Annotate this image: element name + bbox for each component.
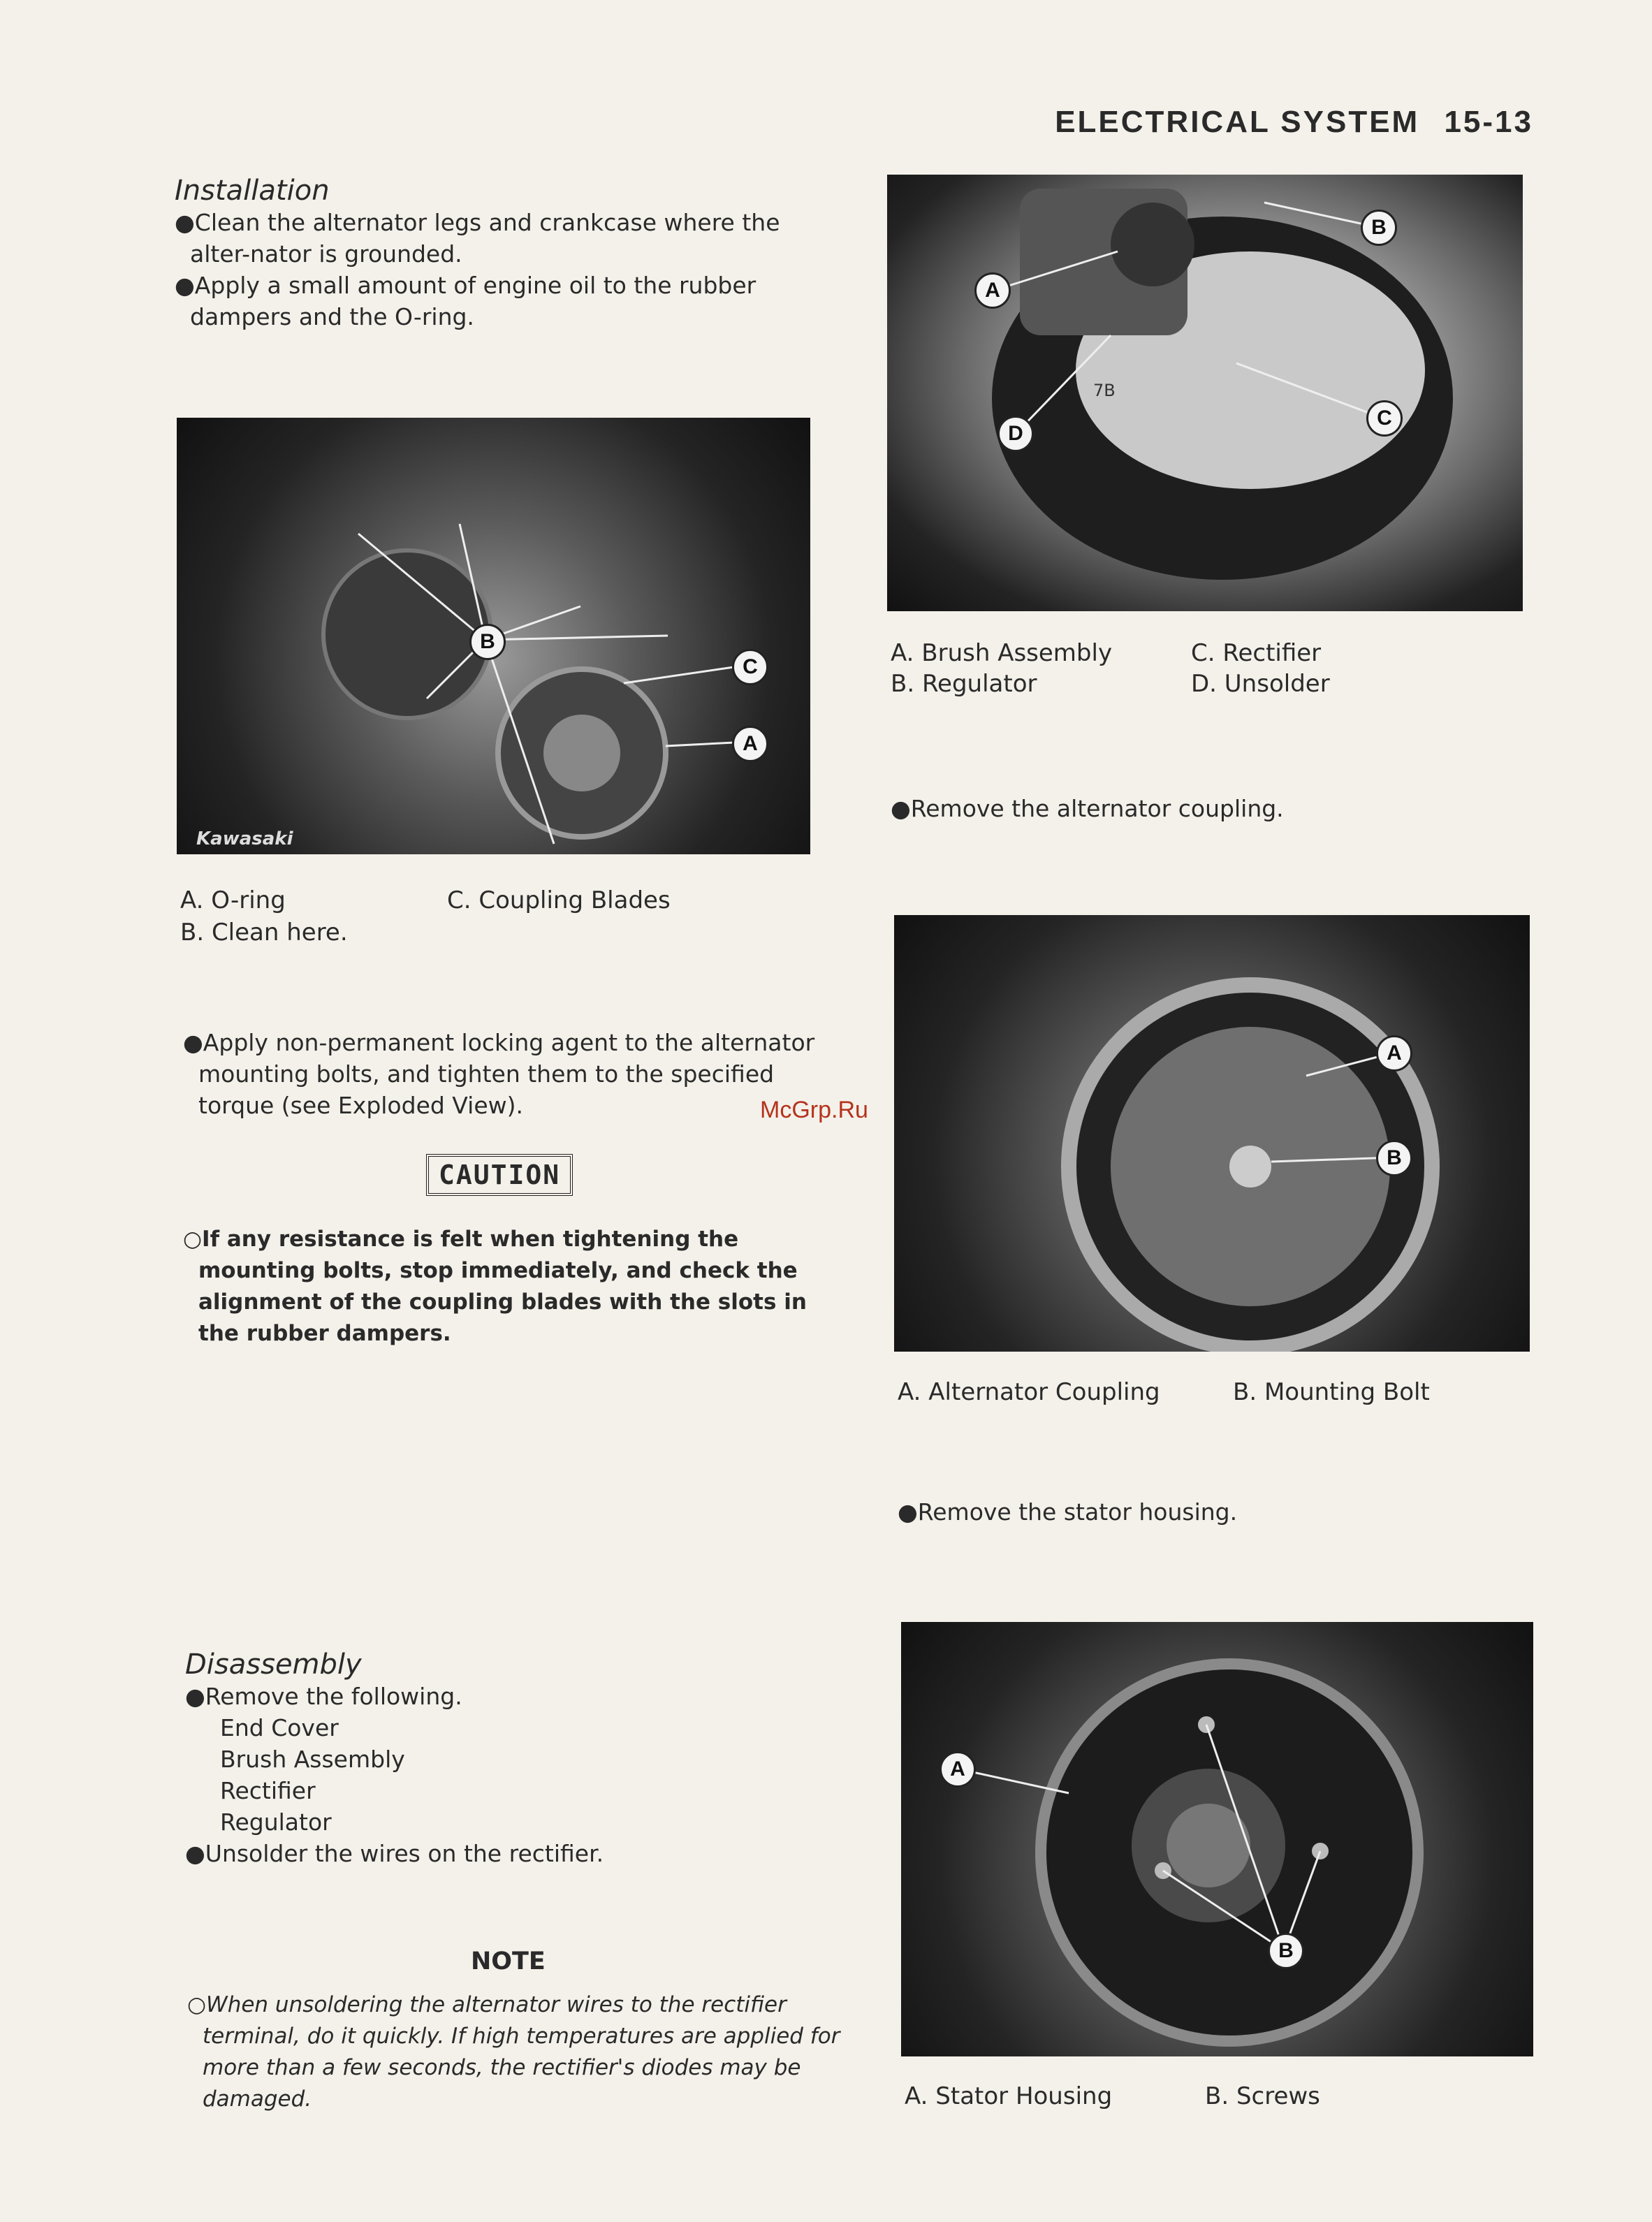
installation-bullet-1: ●Clean the alternator legs and crankcase where the alter-nator is grounded.	[175, 209, 780, 268]
note-text: ○When unsoldering the alternator wires to the rectifier terminal, do it quickly. If high temperatures are applied for more than a few seconds, the rectifier's diodes may be damaged.	[187, 1992, 840, 2112]
disassembly-item: End Cover	[220, 1714, 339, 1741]
figure-3-photo	[894, 915, 1530, 1352]
fig4-caption-a: A. Stator Housing	[905, 2082, 1113, 2110]
fig1-caption-a: A. O-ring	[180, 886, 286, 914]
fig1-caption-c: C. Coupling Blades	[447, 886, 671, 914]
fig2-caption-b: B. Regulator	[891, 670, 1037, 698]
callout-b: B	[1268, 1933, 1304, 1969]
callout-a: A	[732, 726, 768, 762]
disassembly-item: Rectifier	[220, 1777, 316, 1804]
fig3-caption-a: A. Alternator Coupling	[898, 1378, 1160, 1406]
page-header	[1055, 105, 1533, 140]
callout-c: C	[732, 649, 768, 685]
callout-a: A	[1376, 1035, 1412, 1072]
callout-b: B	[469, 624, 506, 660]
remove-coupling-bullet: ●Remove the alternator coupling.	[891, 795, 1284, 822]
caution-text: ○If any resistance is felt when tightening the mounting bolts, stop immediately, and check the alignment of the coupling blades with the slots in the rubber dampers.	[183, 1227, 807, 1346]
note-label: NOTE	[471, 1947, 546, 1975]
kawasaki-logo: Kawasaki	[196, 828, 293, 849]
installation-heading: Installation	[175, 175, 330, 207]
callout-b: B	[1361, 210, 1397, 246]
installation-bullet-2: ●Apply a small amount of engine oil to the rubber dampers and the O-ring.	[175, 272, 756, 330]
fig3-caption-b: B. Mounting Bolt	[1233, 1378, 1430, 1406]
fig2-caption-a: A. Brush Assembly	[891, 639, 1113, 667]
page-number: 15-13	[1444, 105, 1533, 139]
remove-stator-bullet: ●Remove the stator housing.	[898, 1498, 1238, 1526]
section-title: ELECTRICAL SYSTEM	[1055, 105, 1420, 139]
figure-1-photo	[177, 418, 810, 854]
disassembly-item: Regulator	[220, 1808, 332, 1836]
installation-section	[175, 175, 817, 332]
fig1-caption-b: B. Clean here.	[180, 919, 348, 946]
figure-2-photo	[887, 175, 1523, 611]
fig2-caption-c: C. Rectifier	[1191, 639, 1322, 667]
locking-bullet: ●Apply non-permanent locking agent to the alternator mounting bolts, and tighten them to the specified torque (see Exploded View).	[183, 1029, 815, 1119]
callout-d: D	[997, 416, 1034, 452]
callout-c: C	[1366, 400, 1403, 437]
unsolder-bullet: ●Unsolder the wires on the rectifier.	[185, 1840, 604, 1867]
disassembly-section	[185, 1649, 821, 1869]
callout-b: B	[1376, 1140, 1412, 1176]
watermark: McGrp.Ru	[760, 1097, 868, 1123]
photo-label-7b: 7B	[1093, 381, 1116, 400]
fig2-caption-d: D. Unsolder	[1191, 670, 1330, 698]
caution-label: CAUTION	[426, 1154, 573, 1196]
callout-a: A	[974, 272, 1011, 309]
figure-4-photo	[901, 1622, 1533, 2056]
callout-a: A	[940, 1751, 976, 1788]
disassembly-intro: ●Remove the following.	[185, 1683, 462, 1710]
fig4-caption-b: B. Screws	[1205, 2082, 1320, 2110]
disassembly-heading: Disassembly	[185, 1649, 362, 1681]
disassembly-item: Brush Assembly	[220, 1746, 405, 1773]
